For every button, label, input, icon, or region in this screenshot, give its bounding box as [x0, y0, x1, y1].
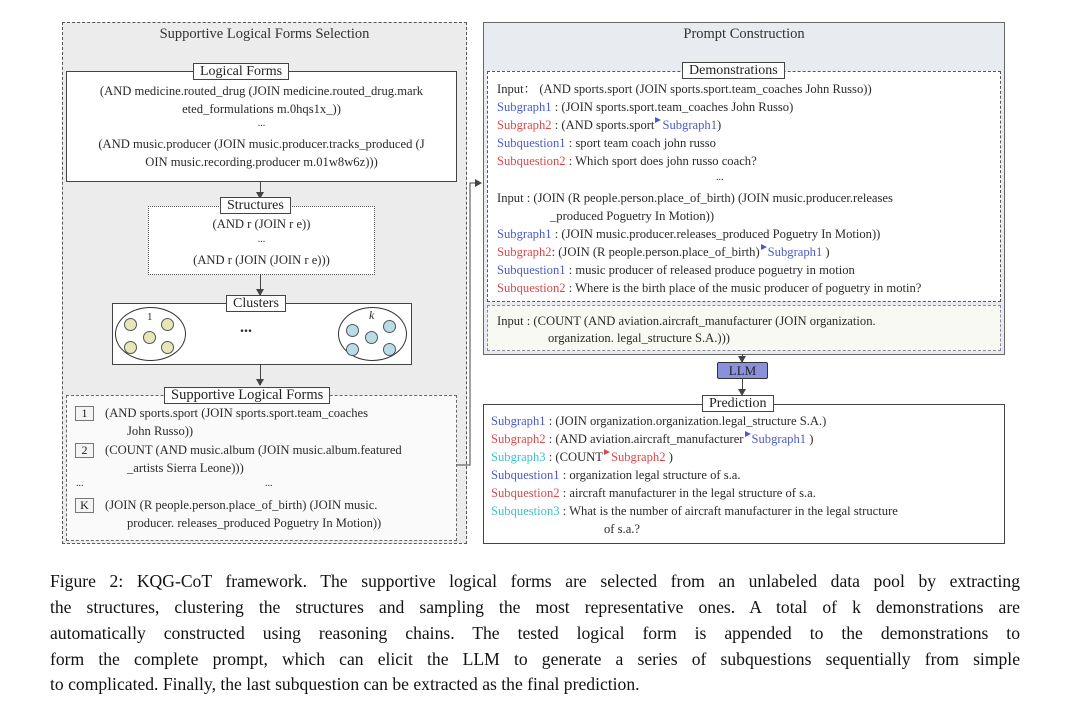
cluster-point: [124, 341, 137, 354]
subgraph3-key: Subgraph3: [491, 450, 546, 464]
subquestion1-text: : music producer of released produce poguetry in motion: [568, 263, 855, 277]
cluster-point: [161, 341, 174, 354]
caption-line: form the complete prompt, which can elicit the LLM to generate a series of subquestions sequentially from simple: [50, 649, 1020, 669]
supportive-item: (AND sports.sport (JOIN sports.sport.team_coaches: [105, 406, 369, 420]
supportive-item-cont: producer. releases_produced Poguetry In Motion)): [127, 516, 382, 530]
cluster-point: [346, 324, 359, 337]
subgraph2-text: : (AND aviation.aircraft_manufacturer: [548, 432, 744, 446]
subgraph1-key: Subgraph1: [497, 100, 552, 114]
prediction-label: Prediction: [702, 395, 774, 412]
subquestion2-key: Subquestion2: [497, 154, 566, 168]
reference-arrow-icon: [604, 449, 610, 455]
subquestion2-text: : aircraft manufacturer in the legal structure of s.a.: [562, 486, 816, 500]
structure-line: (AND r (JOIN r e)): [212, 217, 311, 231]
clusters-ellipsis: ...: [240, 319, 252, 336]
input-text-cont: _produced Poguetry In Motion)): [550, 209, 715, 223]
subgraph1-key: Subgraph1: [497, 227, 552, 241]
input-key: Input :: [497, 314, 531, 328]
subgraph-ref: Subgraph1: [662, 118, 718, 132]
subgraph-ref: Subgraph1: [751, 432, 807, 446]
paren: ): [668, 450, 673, 464]
lf-ellipsis: ...: [257, 118, 266, 129]
subquestion1-text: : organization legal structure of s.a.: [562, 468, 741, 482]
subgraph2-text: : (JOIN (R people.person.place_of_birth): [551, 245, 760, 259]
supportive-forms-label: Supportive Logical Forms: [164, 387, 330, 404]
cluster-index: k: [369, 308, 375, 322]
subgraph1-text: : (JOIN organization.organization.legal_structure S.A.): [548, 414, 827, 428]
input-text: (JOIN (R people.person.place_of_birth) (JOIN music.producer.releases: [533, 191, 893, 205]
paren: ): [717, 118, 722, 132]
item-badge: K: [75, 498, 94, 513]
subquestion1-key: Subquestion1: [497, 263, 566, 277]
input-key: Input :: [497, 191, 531, 205]
logical-forms-label: Logical Forms: [193, 63, 289, 80]
lf-line: eted_formulations m.0hqs1x_)): [182, 102, 341, 116]
cluster-index: 1: [147, 311, 153, 323]
cluster-point: [143, 331, 156, 344]
reference-arrow-icon: [745, 431, 751, 437]
subquestion2-text: : Where is the birth place of the music producer of poguetry in motin?: [568, 281, 922, 295]
caption-line: to complicated. Finally, the last subquestion can be extracted as the final prediction.: [50, 674, 640, 694]
subquestion3-key: Subquestion3: [491, 504, 560, 518]
subquestion1-text: : sport team coach john russo: [568, 136, 716, 150]
subgraph2-key: Subgraph2: [497, 118, 552, 132]
subgraph1-text: : (JOIN sports.sport.team_coaches John Russo): [554, 100, 794, 114]
cluster-point: [365, 331, 378, 344]
ellipsis: ...: [76, 478, 84, 489]
subgraph2-key: Subgraph2: [497, 245, 552, 259]
caption-line: automatically constructed using reasoning chains. The tested logical form is appended to the demonstrations to: [50, 623, 1020, 643]
cluster-point: [124, 318, 137, 331]
cluster-point: [383, 343, 396, 356]
cluster-point: [346, 343, 359, 356]
input-key: Input：: [497, 82, 537, 96]
lf-line: (AND music.producer (JOIN music.producer.tracks_produced (J: [98, 137, 425, 151]
caption-line: Figure 2: KQG-CoT framework. The supportive logical forms are selected from an unlabeled data pool by extracting: [50, 571, 1020, 591]
structures-label: Structures: [220, 197, 291, 214]
subquestion1-key: Subquestion1: [497, 136, 566, 150]
reference-arrow-icon: [655, 117, 661, 123]
ellipsis: ...: [265, 478, 273, 489]
arrow-down: [742, 378, 743, 395]
paren: ): [809, 432, 814, 446]
subgraph2-text: : (AND sports.sport: [554, 118, 655, 132]
arrow-down: [742, 354, 743, 362]
cluster-point: [383, 320, 396, 333]
structure-ellipsis: ...: [257, 234, 266, 245]
structure-line: (AND r (JOIN (JOIN r e))): [193, 253, 330, 267]
reference-arrow-icon: [761, 244, 767, 250]
subquestion2-text: : Which sport does john russo coach?: [568, 154, 757, 168]
subgraph3-text: : (COUNT: [548, 450, 603, 464]
arrow-down: [260, 181, 261, 198]
panel-title: Supportive Logical Forms Selection: [159, 26, 370, 42]
cluster-point: [161, 318, 174, 331]
input-text: (COUNT (AND aviation.aircraft_manufacturer (JOIN organization.: [533, 314, 876, 328]
lf-line: (AND medicine.routed_drug (JOIN medicine.routed_drug.mark: [99, 84, 424, 98]
demonstrations-label: Demonstrations: [682, 62, 785, 79]
arrow-down: [260, 274, 261, 295]
subgraph1-key: Subgraph1: [491, 414, 546, 428]
item-badge: 1: [75, 406, 94, 421]
subgraph-ref: Subgraph2: [610, 450, 666, 464]
ellipsis: ...: [716, 172, 724, 183]
item-badge: 2: [75, 443, 94, 458]
supportive-item-cont: _artists Sierra Leone))): [127, 461, 244, 475]
subquestion1-key: Subquestion1: [491, 468, 560, 482]
paren: ): [825, 245, 830, 259]
clusters-label: Clusters: [226, 295, 286, 312]
supportive-item-cont: John Russo)): [127, 424, 194, 438]
subgraph2-key: Subgraph2: [491, 432, 546, 446]
subgraph-ref: Subgraph1: [767, 245, 823, 259]
subquestion2-key: Subquestion2: [491, 486, 560, 500]
caption-line: the structures, clustering the structures and sampling the most representative ones. A total of k demonstrations are: [50, 597, 1020, 617]
subquestion2-key: Subquestion2: [497, 281, 566, 295]
input-text-cont: organization. legal_structure S.A.))): [548, 331, 730, 345]
arrow-down: [260, 364, 261, 385]
lf-line: OIN music.recording.producer m.01w8w6z))): [145, 155, 378, 169]
input-text: (AND sports.sport (JOIN sports.sport.team_coaches John Russo)): [539, 82, 872, 96]
llm-box: LLM: [717, 362, 768, 379]
panel-title: Prompt Construction: [683, 26, 805, 42]
subquestion3-text: : What is the number of aircraft manufacturer in the legal structure: [562, 504, 898, 518]
supportive-item: (COUNT (AND music.album (JOIN music.album.featured: [105, 443, 402, 457]
subquestion3-cont: of s.a.?: [604, 522, 641, 536]
supportive-item: (JOIN (R people.person.place_of_birth) (JOIN music.: [105, 498, 378, 512]
subgraph1-text: : (JOIN music.producer.releases_produced Poguetry In Motion)): [554, 227, 881, 241]
